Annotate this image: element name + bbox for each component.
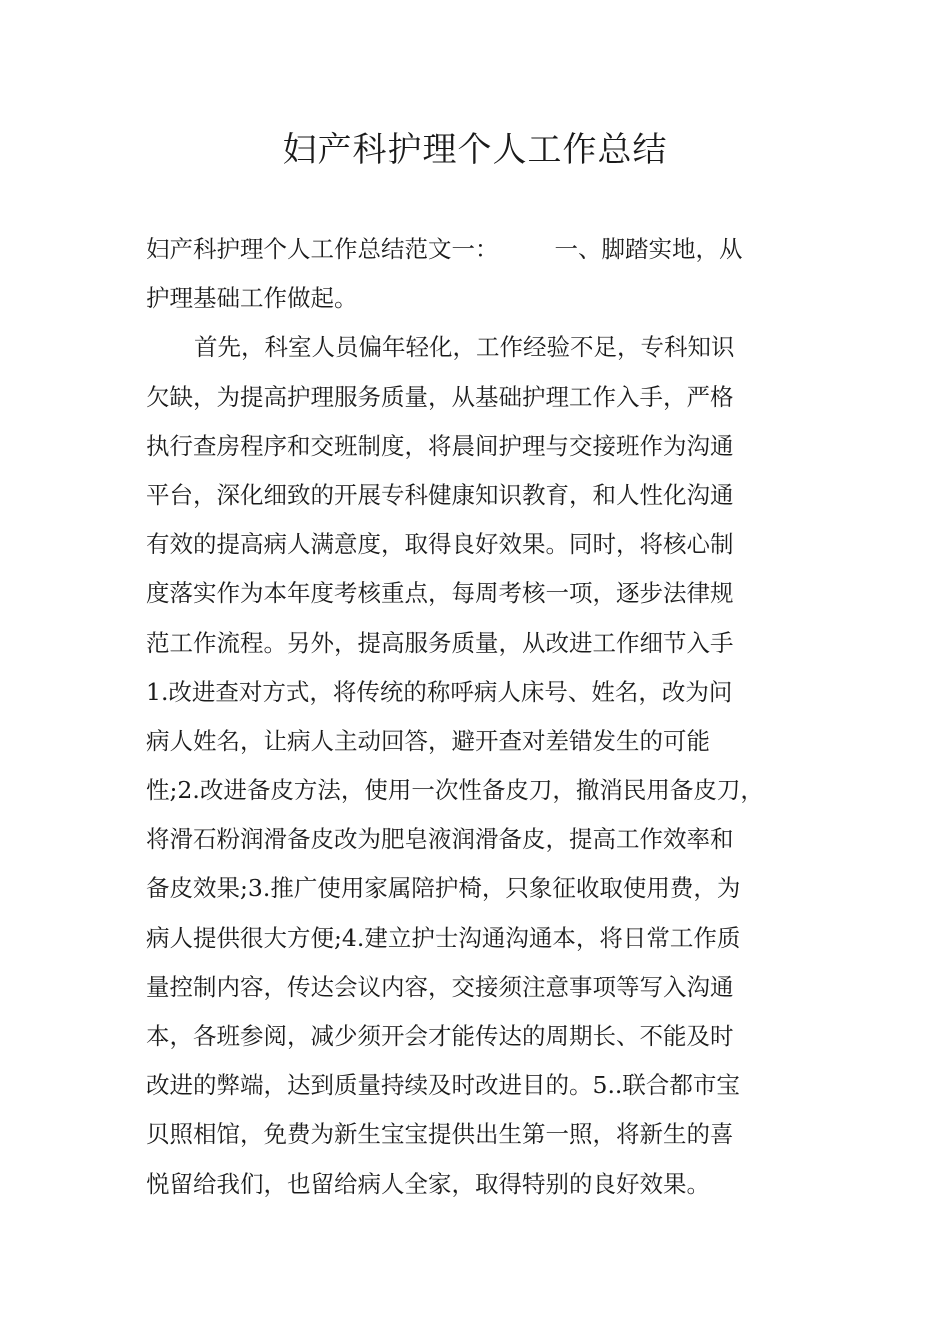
paragraph-line: 有效的提高病人满意度，取得良好效果。同时，将核心制: [146, 530, 734, 559]
intro-line: [146, 225, 812, 274]
paragraph-line: 改进的弊端，达到质量持续及时改进目的。5..联合都市宝: [146, 1071, 740, 1100]
paragraph-line: 本，各班参阅，减少须开会才能传达的周期长、不能及时: [146, 1022, 734, 1050]
paragraph-line: 将滑石粉润滑备皮改为肥皂液润滑备皮，提高工作效率和: [146, 825, 734, 854]
paragraph-line: 性;2.改进备皮方法，使用一次性备皮刀，撤消民用备皮刀，: [146, 776, 764, 805]
paragraph-line: 范工作流程。另外，提高服务质量，从改进工作细节入手: [146, 628, 734, 657]
paragraph-line: 量控制内容，传达会议内容，交接须注意事项等写入沟通: [146, 972, 734, 1001]
paragraph-line: 首先，科室人员偏年轻化，工作经验不足，专科知识: [194, 333, 735, 362]
paragraph-line: 护理基础工作做起。: [146, 284, 358, 313]
paragraph-line: 贝照相馆，免费为新生宝宝提供出生第一照，将新生的喜: [146, 1120, 734, 1149]
paragraph-line: 备皮效果;3.推广使用家属陪护椅，只象征收取使用费，为: [146, 874, 741, 903]
paragraph-line: 欠缺，为提高护理服务质量，从基础护理工作入手，严格: [146, 382, 734, 411]
paragraph-line: 1.改进查对方式，将传统的称呼病人床号、姓名，改为问: [146, 677, 733, 706]
paragraph-line: 度落实作为本年度考核重点，每周考核一项，逐步法律规: [146, 579, 734, 608]
document-title: 妇产科护理个人工作总结: [282, 130, 668, 170]
paragraph-line: 悦留给我们，也留给病人全家，取得特别的良好效果。: [146, 1169, 710, 1198]
paragraph-line: 执行查房程序和交班制度，将晨间护理与交接班作为沟通: [146, 431, 734, 460]
paragraph-line: 病人姓名，让病人主动回答，避开查对差错发生的可能: [146, 726, 710, 755]
intro-section-start: 一、脚踏实地，从: [554, 235, 743, 263]
paragraph-line: 病人提供很大方便;4.建立护士沟通沟通本，将日常工作质: [146, 923, 741, 952]
paragraph-line: 平台，深化细致的开展专科健康知识教育，和人性化沟通: [146, 480, 734, 509]
intro-heading: 妇产科护理个人工作总结范文一：: [146, 235, 499, 263]
document-body: [146, 225, 812, 1209]
